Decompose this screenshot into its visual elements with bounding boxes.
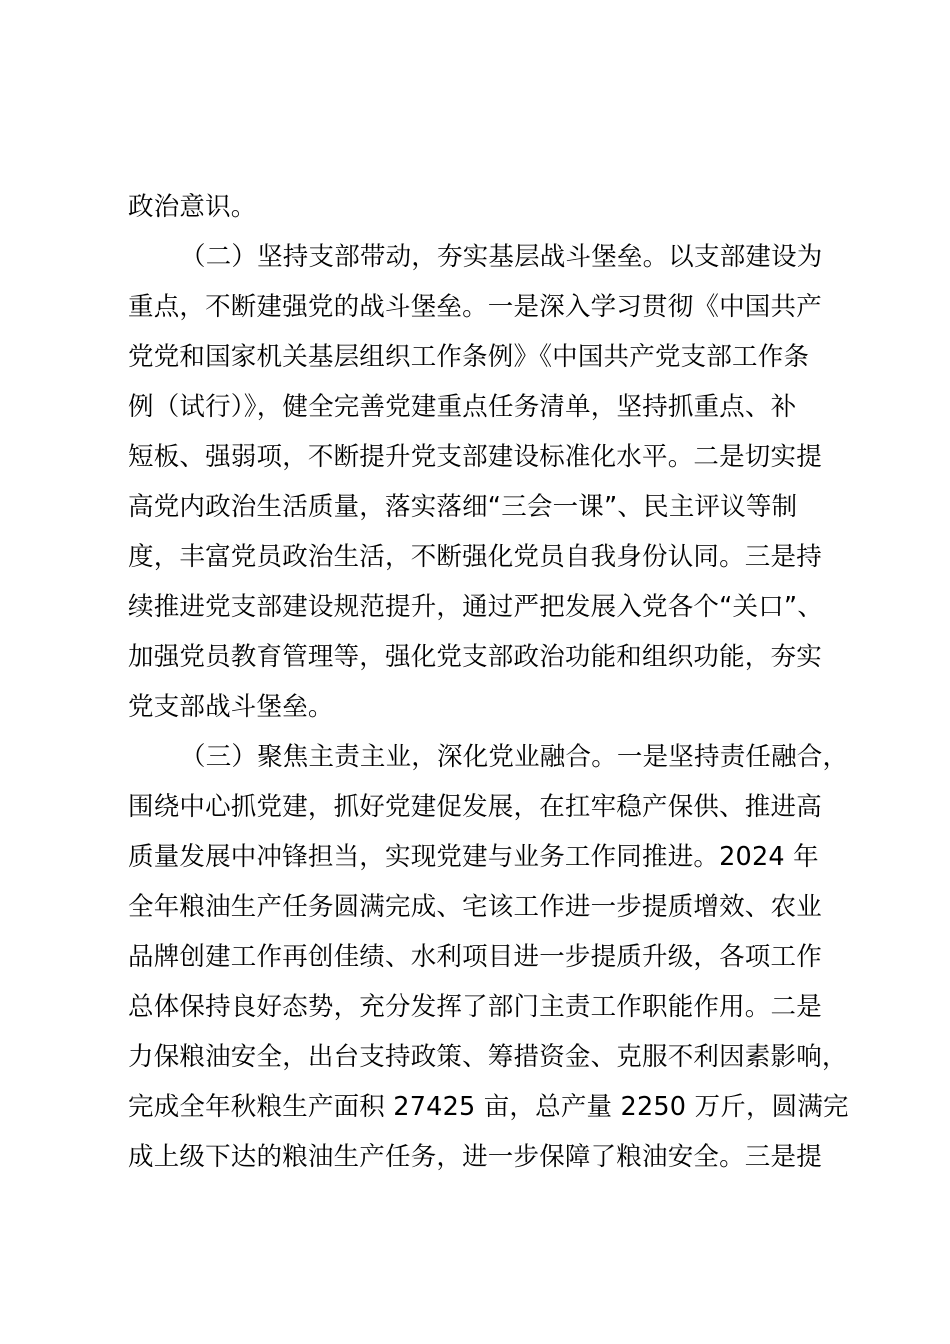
text-line: 围绕中心抓党建，抓好党建促发展，在扛牢稳产保供、推进高 — [128, 792, 822, 822]
text-line: 高党内政治生活质量，落实落细“三会一课”、民主评议等制 — [128, 492, 798, 522]
text-line: 续推进党支部建设规范提升，通过严把发展入党各个“关口”、 — [128, 592, 824, 622]
text-line: 力保粮油安全，出台支持政策、筹措资金、克服不利因素影响， — [128, 1042, 848, 1072]
text-line: 全年粮油生产任务圆满完成、宅该工作进一步提质增效、农业 — [128, 892, 822, 922]
text-line: 度，丰富党员政治生活，不断强化党员自我身份认同。三是持 — [128, 542, 822, 572]
text-line: 品牌创建工作再创佳绩、水利项目进一步提质升级，各项工作 — [128, 942, 822, 972]
text-line: 重点，不断建强党的战斗堡垒。一是深入学习贯彻《中国共产 — [128, 292, 822, 322]
text-line: 政治意识。 — [128, 192, 257, 222]
text-line: 加强党员教育管理等，强化党支部政治功能和组织功能，夯实 — [128, 642, 822, 672]
text-line: 总体保持良好态势，充分发挥了部门主责工作职能作用。二是 — [128, 992, 822, 1022]
section-heading-line: （二）坚持支部带动，夯实基层战斗堡垒。以支部建设为 — [180, 242, 823, 272]
text-line: 质量发展中冲锋担当，实现党建与业务工作同推进。2024 年 — [128, 842, 819, 872]
section-heading-line: （三）聚焦主责主业，深化党业融合。一是坚持责任融合， — [180, 742, 849, 772]
text-line: 成上级下达的粮油生产任务，进一步保障了粮油安全。三是提 — [128, 1142, 822, 1172]
text-line: 党支部战斗堡垒。 — [128, 692, 334, 722]
text-line: 短板、强弱项，不断提升党支部建设标准化水平。二是切实提 — [128, 442, 822, 472]
text-line: 党党和国家机关基层组织工作条例》《中国共产党支部工作条 — [128, 342, 810, 372]
text-line: 完成全年秋粮生产面积 27425 亩，总产量 2250 万斤，圆满完 — [128, 1092, 849, 1122]
text-line: 例（试行）》，健全完善党建重点任务清单，坚持抓重点、补 — [128, 392, 797, 422]
